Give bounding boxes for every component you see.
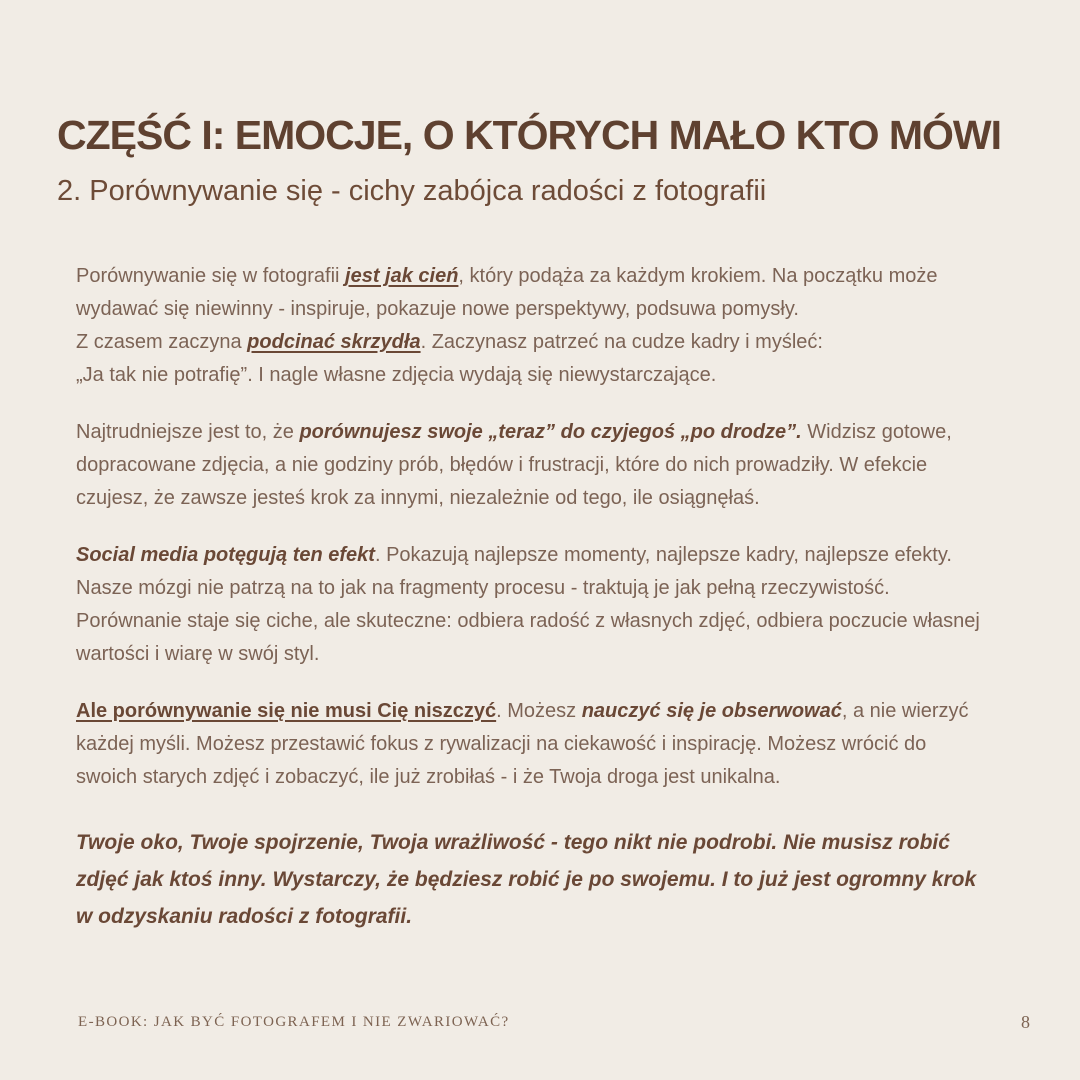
text-segment: . Możesz	[496, 700, 582, 722]
text-segment: , a nie wierzyć każdej myśli. Możesz przestawić fokus z rywalizacji na ciekawość i inspirację. Możesz wrócić do swoich starych zdjęć i zobaczyć, ile już zrobiłaś - i że Twoja droga jest unikalna.	[76, 700, 969, 788]
text-segment: podcinać skrzydła	[247, 331, 421, 353]
page-footer	[0, 1014, 1080, 1044]
paragraph	[76, 260, 980, 392]
text-segment: Najtrudniejsze jest to, że	[76, 421, 300, 443]
chapter-heading: CZĘŚĆ I: EMOCJE, O KTÓRYCH MAŁO KTO MÓWI	[57, 112, 1001, 159]
text-segment: „Ja tak nie potrafię”. I nagle własne zdjęcia wydają się niewystarczające.	[76, 364, 717, 386]
page-number: 8	[1021, 1012, 1030, 1032]
section-subtitle: 2. Porównywanie się - cichy zabójca radości z fotografii	[57, 175, 767, 208]
body-text	[76, 260, 980, 959]
text-segment: Z czasem zaczyna	[76, 331, 248, 353]
paragraph	[76, 539, 980, 671]
text-segment: nauczyć się je obserwować	[581, 700, 842, 722]
text-segment: Widzisz gotowe, dopracowane zdjęcia, a nie godziny prób, błędów i frustracji, które do nich prowadziły. W efekcie czujesz, że zawsze jesteś krok za innymi, niezależnie od tego, ile osiągnęłaś.	[76, 421, 952, 509]
text-segment: Porównywanie się w fotografii	[76, 265, 346, 287]
text-segment: Ale porównywanie się nie musi Cię niszczyć	[76, 700, 497, 722]
paragraph	[76, 695, 980, 794]
text-segment: Twoje oko, Twoje spojrzenie, Twoja wrażliwość - tego nikt nie podrobi. Nie musisz robić zdjęć jak ktoś inny. Wystarczy, że będziesz robić je po swojemu. I to już jest ogromny krok w odzyskaniu radości z fotografii.	[76, 831, 977, 928]
footer-book-title: E-BOOK: JAK BYĆ FOTOGRAFEM I NIE ZWARIOWAĆ?	[78, 1014, 510, 1030]
text-segment: . Zaczynasz patrzeć na cudze kadry i myśleć:	[420, 331, 823, 353]
text-segment: porównujesz swoje „teraz” do czyjegoś „po drodze”.	[299, 421, 802, 443]
text-segment: jest jak cień	[345, 265, 459, 287]
paragraph	[76, 824, 980, 935]
text-segment: , który podąża za każdym krokiem. Na początku może wydawać się niewinny - inspiruje, pokazuje nowe perspektywy, podsuwa pomysły.	[76, 265, 938, 320]
paragraph	[76, 416, 980, 515]
text-segment: . Pokazują najlepsze momenty, najlepsze kadry, najlepsze efekty. Nasze mózgi nie patrzą na to jak na fragmenty procesu - traktują je jak pełną rzeczywistość. Porównanie staje się ciche, ale skuteczne: odbiera radość z własnych zdjęć, odbiera poczucie własnej wartości i wiarę w swój styl.	[76, 544, 980, 665]
text-segment: Social media potęgują ten efekt	[76, 544, 375, 566]
